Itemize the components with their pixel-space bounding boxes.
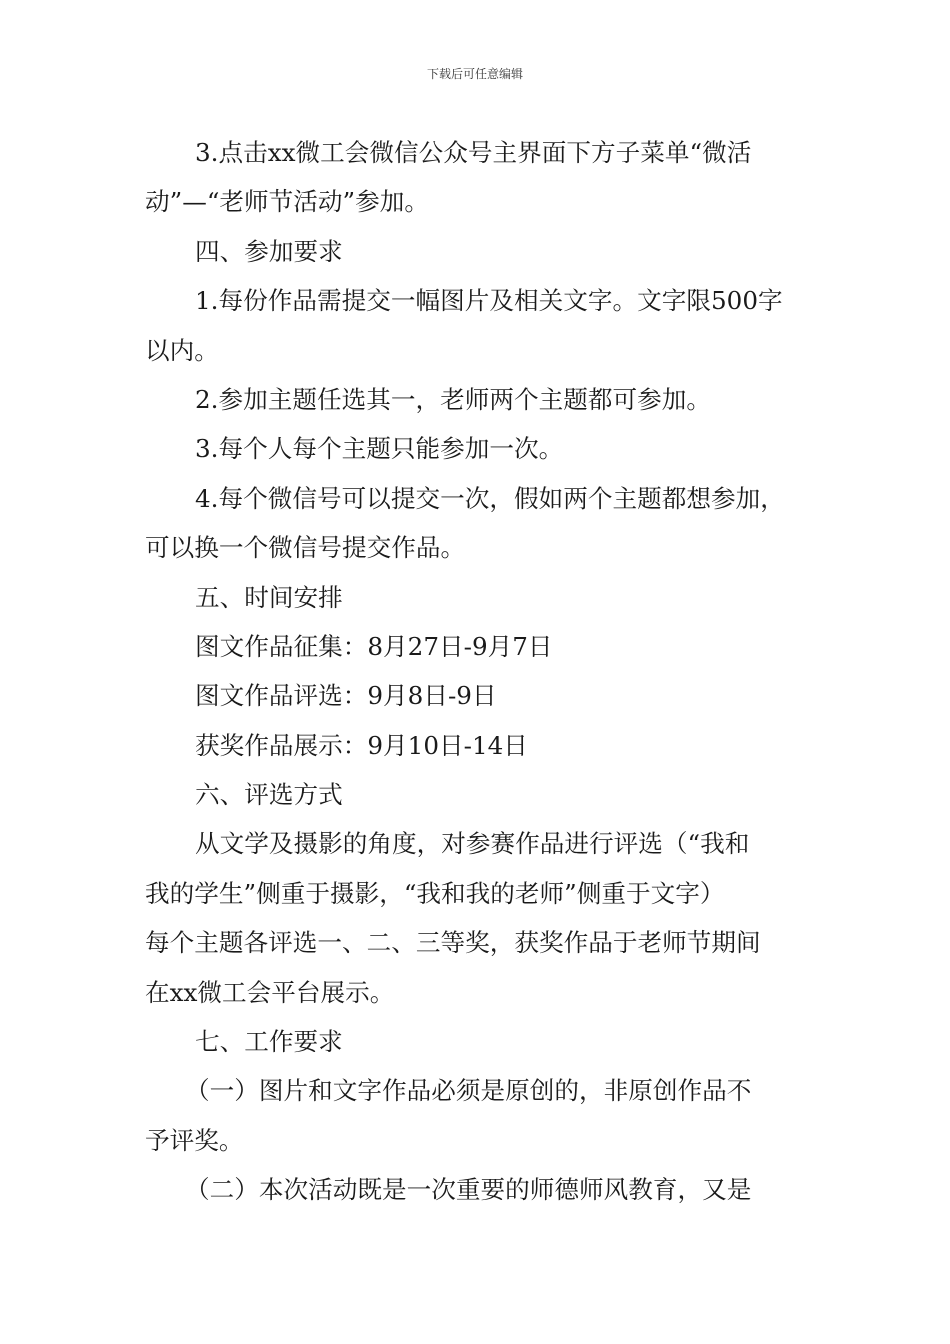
section-heading: 五、时间安排: [195, 582, 343, 612]
paragraph-line: 在xx微工会平台展示。: [145, 977, 395, 1007]
paragraph-line: （二）本次活动既是一次重要的师德师风教育，又是: [185, 1175, 752, 1205]
paragraph-line: 予评奖。: [145, 1125, 244, 1155]
paragraph-line: 以内。: [145, 335, 219, 365]
paragraph-line: 获奖作品展示：9月10日-14日: [195, 730, 528, 760]
paragraph-line: 动”—“老师节活动”参加。: [145, 187, 430, 217]
document-body: [145, 128, 815, 1215]
paragraph-line: 4.每个微信号可以提交一次，假如两个主题都想参加，: [195, 483, 785, 513]
paragraph-line: （一）图片和文字作品必须是原创的，非原创作品不: [185, 1076, 752, 1106]
section-heading: 六、评选方式: [195, 780, 343, 810]
paragraph-line: 2.参加主题任选其一，老师两个主题都可参加。: [195, 384, 711, 414]
paragraph-line: 我的学生”侧重于摄影，“我和我的老师”侧重于文字）: [145, 878, 725, 908]
paragraph-line: 3.点击xx微工会微信公众号主界面下方子菜单“微活: [195, 138, 752, 167]
page-header: 下载后可任意编辑: [426, 67, 523, 81]
paragraph-line: 图文作品评选：9月8日-9日: [195, 681, 497, 711]
paragraph-line: 图文作品征集：8月27日-9月7日: [195, 631, 553, 661]
paragraph-line: 每个主题各评选一、二、三等奖，获奖作品于老师节期间: [145, 928, 761, 958]
paragraph-line: 从文学及摄影的角度，对参赛作品进行评选（“我和: [195, 829, 750, 859]
paragraph-line: 3.每个人每个主题只能参加一次。: [195, 434, 564, 464]
section-heading: 四、参加要求: [195, 236, 343, 266]
section-heading: 七、工作要求: [195, 1027, 343, 1057]
paragraph-line: 1.每份作品需提交一幅图片及相关文字。文字限500字: [195, 286, 783, 316]
paragraph-line: 可以换一个微信号提交作品。: [145, 533, 466, 563]
